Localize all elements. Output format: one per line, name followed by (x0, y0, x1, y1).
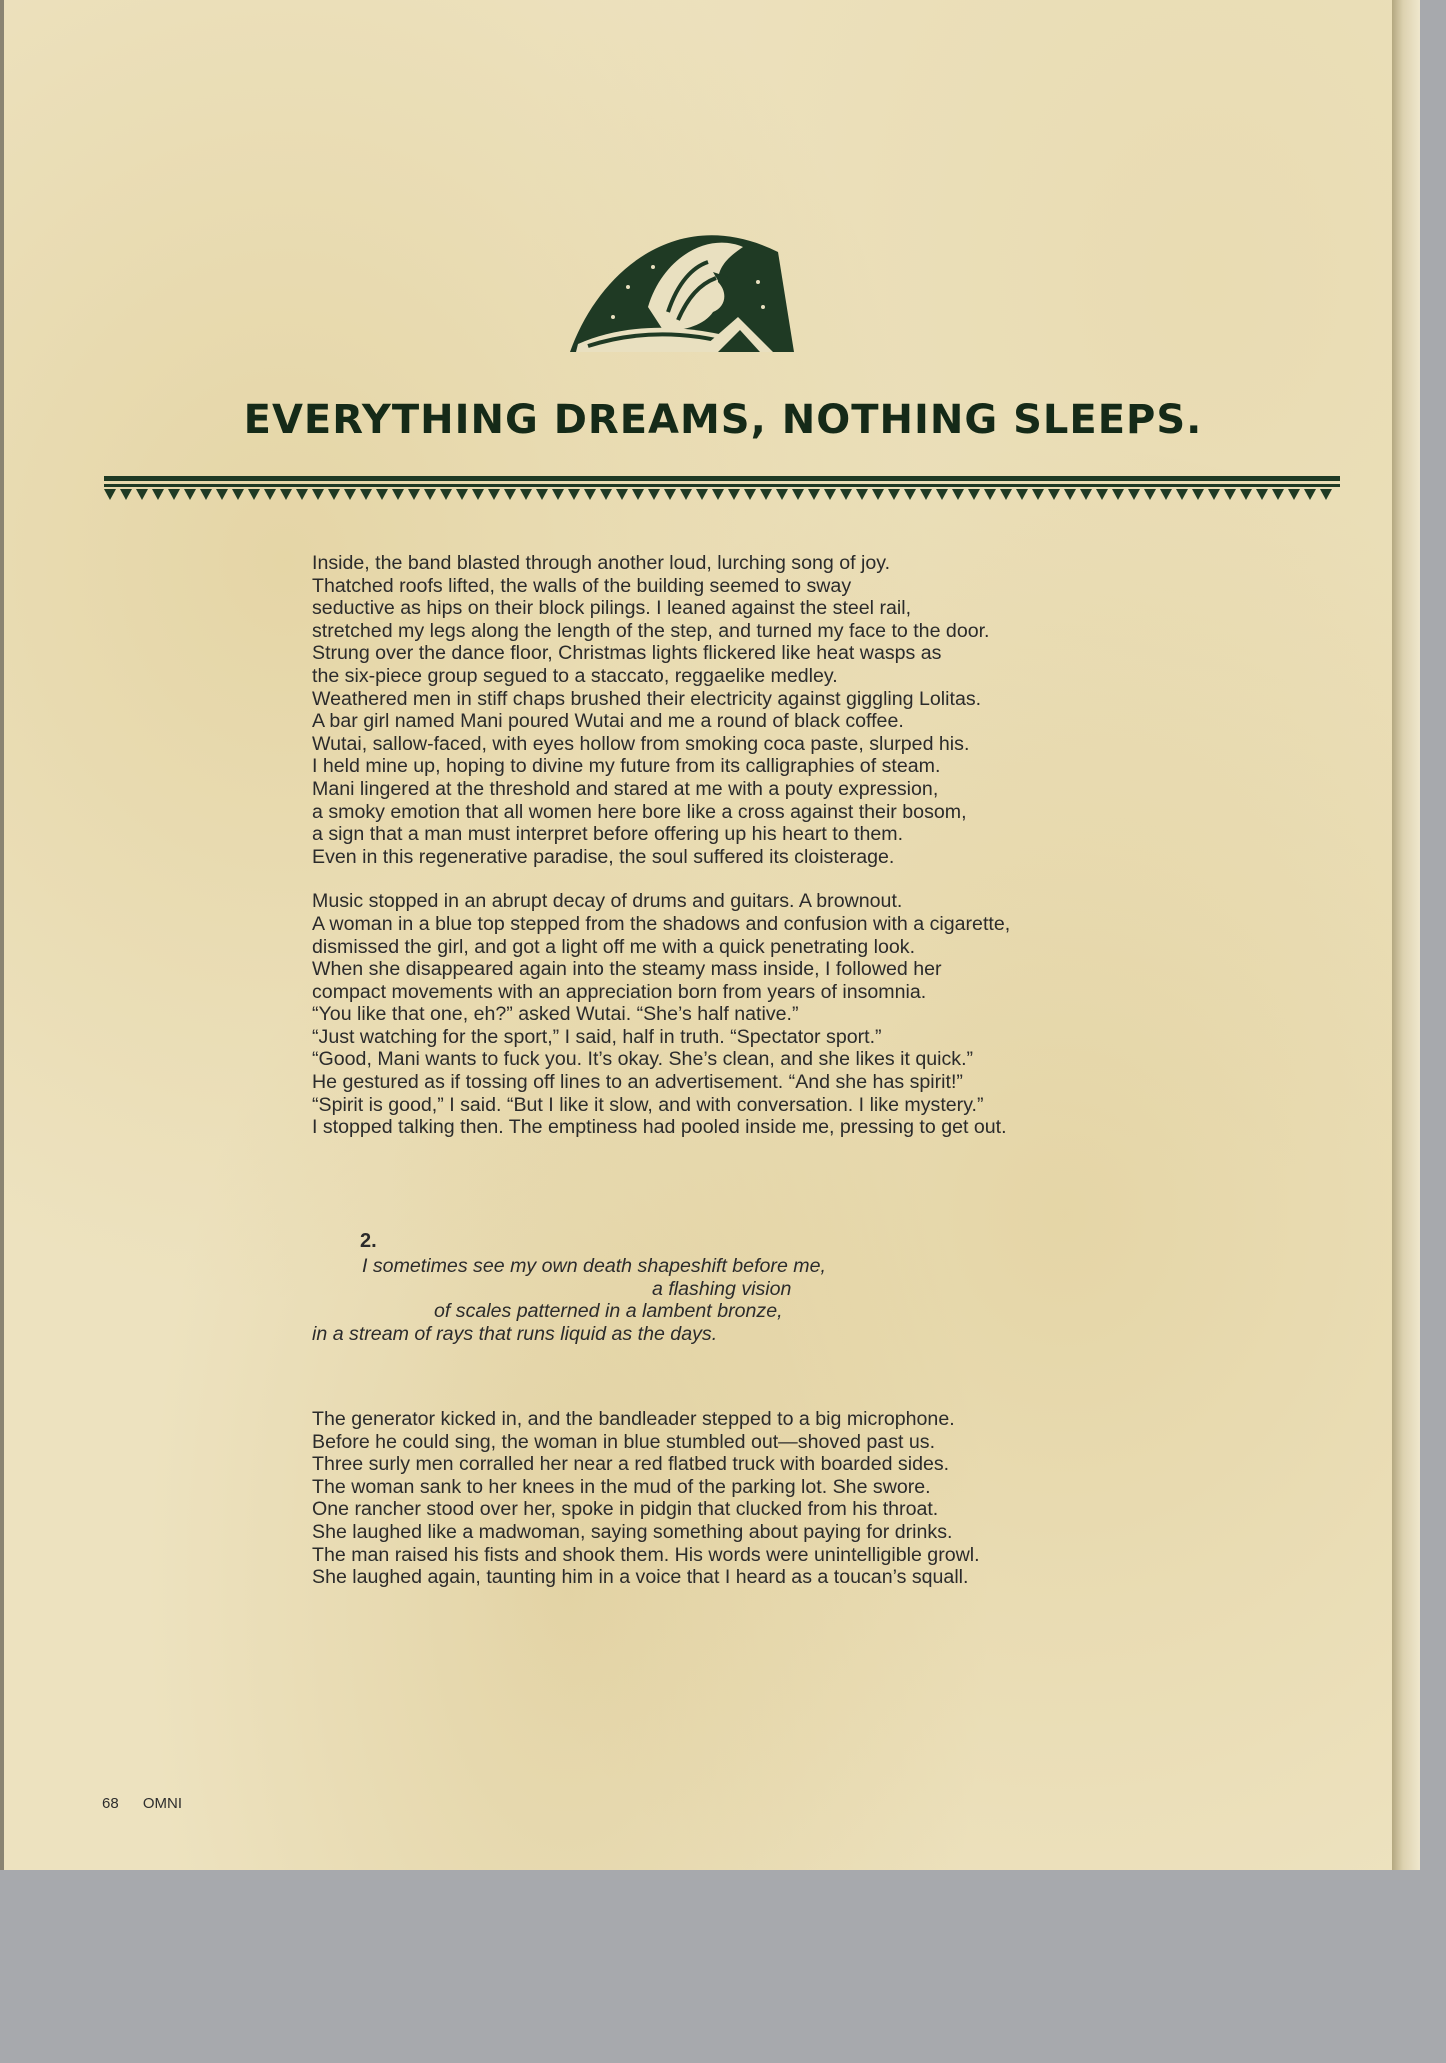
text-line: dismissed the girl, and got a light off me with a quick penetrating look. (312, 935, 916, 958)
text-line: I held mine up, hoping to divine my future from its calligraphies of steam. (312, 755, 941, 778)
text-line: When she disappeared again into the steamy mass inside, I followed her (312, 958, 942, 981)
emblem-illustration (568, 212, 796, 362)
divider-tooth (1272, 489, 1284, 500)
divider-tooth (568, 489, 580, 500)
text-line: The man raised his fists and shook them. His words were unintelligible growl. (312, 1543, 980, 1566)
poem-line: in a stream of rays that runs liquid as the days. (312, 1322, 718, 1345)
divider-tooth (456, 489, 468, 500)
headline: EVERYTHING DREAMS, NOTHING SLEEPS. (243, 397, 1203, 443)
text-line: Thatched roofs lifted, the walls of the building seemed to sway (312, 574, 852, 597)
divider-tooth (504, 489, 516, 500)
divider-tooth (1112, 489, 1124, 500)
divider-tooth (968, 489, 980, 500)
text-line: A bar girl named Mani poured Wutai and me a round of black coffee. (312, 710, 904, 733)
divider-tooth (600, 489, 612, 500)
divider-tooth (1064, 489, 1076, 500)
divider-tooth (1176, 489, 1188, 500)
divider-tooth (104, 489, 116, 500)
text-line: I stopped talking then. The emptiness had pooled inside me, pressing to get out. (312, 1116, 1007, 1139)
magazine-name: OMNI (142, 1795, 183, 1812)
divider-tooth (808, 489, 820, 500)
text-line: the six-piece group segued to a staccato, reggaelike medley. (312, 664, 838, 687)
divider-tooth (1304, 489, 1316, 500)
text-line: The woman sank to her knees in the mud of the parking lot. She swore. (312, 1475, 931, 1498)
divider-tooth (552, 489, 564, 500)
divider-tooth (728, 489, 740, 500)
divider-tooth (408, 489, 420, 500)
divider-tooth (648, 489, 660, 500)
divider-tooth (232, 489, 244, 500)
divider-tooth (1288, 489, 1300, 500)
text-line: One rancher stood over her, spoke in pidgin that clucked from his throat. (312, 1498, 939, 1521)
text-line: “Spirit is good,” I said. “But I like it slow, and with conversation. I like mystery.” (312, 1093, 984, 1116)
text-line: Weathered men in stiff chaps brushed their electricity against giggling Lolitas. (312, 687, 982, 710)
divider-tooth (856, 489, 868, 500)
divider-tooth (888, 489, 900, 500)
divider-tooth (328, 489, 340, 500)
divider-tooth (184, 489, 196, 500)
divider-tooth (1224, 489, 1236, 500)
text-line: Even in this regenerative paradise, the soul suffered its cloisterage. (312, 845, 895, 868)
divider-tooth (1000, 489, 1012, 500)
divider-tooth (248, 489, 260, 500)
text-line: stretched my legs along the length of the step, and turned my face to the door. (312, 619, 990, 642)
divider-tooth (872, 489, 884, 500)
divider-tooth (920, 489, 932, 500)
text-line: seductive as hips on their block pilings. I leaned against the steel rail, (312, 597, 912, 620)
text-line: compact movements with an appreciation born from years of insomnia. (312, 980, 927, 1003)
divider-tooth (936, 489, 948, 500)
divider-tooth (280, 489, 292, 500)
divider-tooth (376, 489, 388, 500)
divider-tooth (1240, 489, 1252, 500)
text-line: Three surly men corralled her near a red flatbed truck with boarded sides. (312, 1453, 950, 1476)
page-edge (0, 0, 4, 1870)
divider-tooth (488, 489, 500, 500)
paragraph-1 (312, 552, 1142, 868)
divider-tooth (680, 489, 692, 500)
divider-tooth (904, 489, 916, 500)
text-line: Music stopped in an abrupt decay of drums and guitars. A brownout. (312, 890, 903, 913)
folio (102, 1795, 202, 1812)
divider-tooth (696, 489, 708, 500)
divider-tooth (1128, 489, 1140, 500)
divider-tooth (1048, 489, 1060, 500)
text-line: She laughed like a madwoman, saying something about paying for drinks. (312, 1520, 953, 1543)
poem-line: a flashing vision (652, 1277, 792, 1300)
divider-tooth (1320, 489, 1332, 500)
divider-tooth (536, 489, 548, 500)
page-number: 68 (102, 1795, 119, 1812)
text-line: “You like that one, eh?” asked Wutai. “She’s half native.” (312, 1003, 799, 1026)
divider-tooth (152, 489, 164, 500)
divider-tooth (952, 489, 964, 500)
divider-tooth (664, 489, 676, 500)
divider-tooth (264, 489, 276, 500)
divider-tooth (296, 489, 308, 500)
section-number: 2. (360, 1230, 377, 1252)
divider-tooth (1208, 489, 1220, 500)
divider-tooth (712, 489, 724, 500)
divider-tooth (168, 489, 180, 500)
text-line: Mani lingered at the threshold and stared at me with a pouty expression, (312, 777, 939, 800)
zigzag-divider (104, 476, 1340, 502)
divider-tooth (472, 489, 484, 500)
paragraph-2 (312, 890, 1142, 1139)
divider-tooth (520, 489, 532, 500)
divider-tooth (1016, 489, 1028, 500)
page-gutter (1392, 0, 1420, 1870)
divider-tooth (744, 489, 756, 500)
divider-tooth (1160, 489, 1172, 500)
text-line: A woman in a blue top stepped from the shadows and confusion with a cigarette, (312, 912, 1011, 935)
text-line: Strung over the dance floor, Christmas lights flickered like heat wasps as (312, 642, 942, 665)
text-line: She laughed again, taunting him in a voice that I heard as a toucan’s squall. (312, 1566, 969, 1589)
divider-tooth (424, 489, 436, 500)
text-line: a smoky emotion that all women here bore like a cross against their bosom, (312, 800, 967, 823)
divider-tooth (344, 489, 356, 500)
divider-tooth (1032, 489, 1044, 500)
poem-stanza (312, 1255, 1012, 1345)
paragraph-3 (312, 1408, 1142, 1589)
text-line: The generator kicked in, and the bandleader stepped to a big microphone. (312, 1408, 955, 1430)
poem-line: I sometimes see my own death shapeshift before me, (362, 1255, 826, 1277)
divider-tooth (1192, 489, 1204, 500)
divider-tooth (984, 489, 996, 500)
divider-tooth (360, 489, 372, 500)
divider-tooth (760, 489, 772, 500)
divider-tooth (776, 489, 788, 500)
body-text (312, 552, 1142, 1139)
divider-tooth (136, 489, 148, 500)
divider-tooth (792, 489, 804, 500)
text-line: Wutai, sallow-faced, with eyes hollow from smoking coca paste, slurped his. (312, 732, 970, 755)
poem-line: of scales patterned in a lambent bronze, (434, 1300, 783, 1323)
divider-tooth (440, 489, 452, 500)
text-line: Before he could sing, the woman in blue stumbled out—shoved past us. (312, 1430, 936, 1453)
divider-tooth (1144, 489, 1156, 500)
text-line: a sign that a man must interpret before offering up his heart to them. (312, 823, 904, 846)
text-line: He gestured as if tossing off lines to an advertisement. “And she has spirit!” (312, 1071, 963, 1094)
text-line: “Just watching for the sport,” I said, half in truth. “Spectator sport.” (312, 1025, 882, 1048)
divider-tooth (312, 489, 324, 500)
divider-tooth (584, 489, 596, 500)
divider-tooth (1096, 489, 1108, 500)
text-line: Inside, the band blasted through another loud, lurching song of joy. (312, 552, 891, 574)
divider-tooth (216, 489, 228, 500)
divider-tooth (632, 489, 644, 500)
divider-tooth (616, 489, 628, 500)
divider-tooth (120, 489, 132, 500)
divider-tooth (840, 489, 852, 500)
divider-tooth (1080, 489, 1092, 500)
divider-tooth (824, 489, 836, 500)
text-line: “Good, Mani wants to fuck you. It’s okay. She’s clean, and she likes it quick.” (312, 1048, 974, 1071)
divider-tooth (392, 489, 404, 500)
divider-tooth (1256, 489, 1268, 500)
divider-tooth (200, 489, 212, 500)
